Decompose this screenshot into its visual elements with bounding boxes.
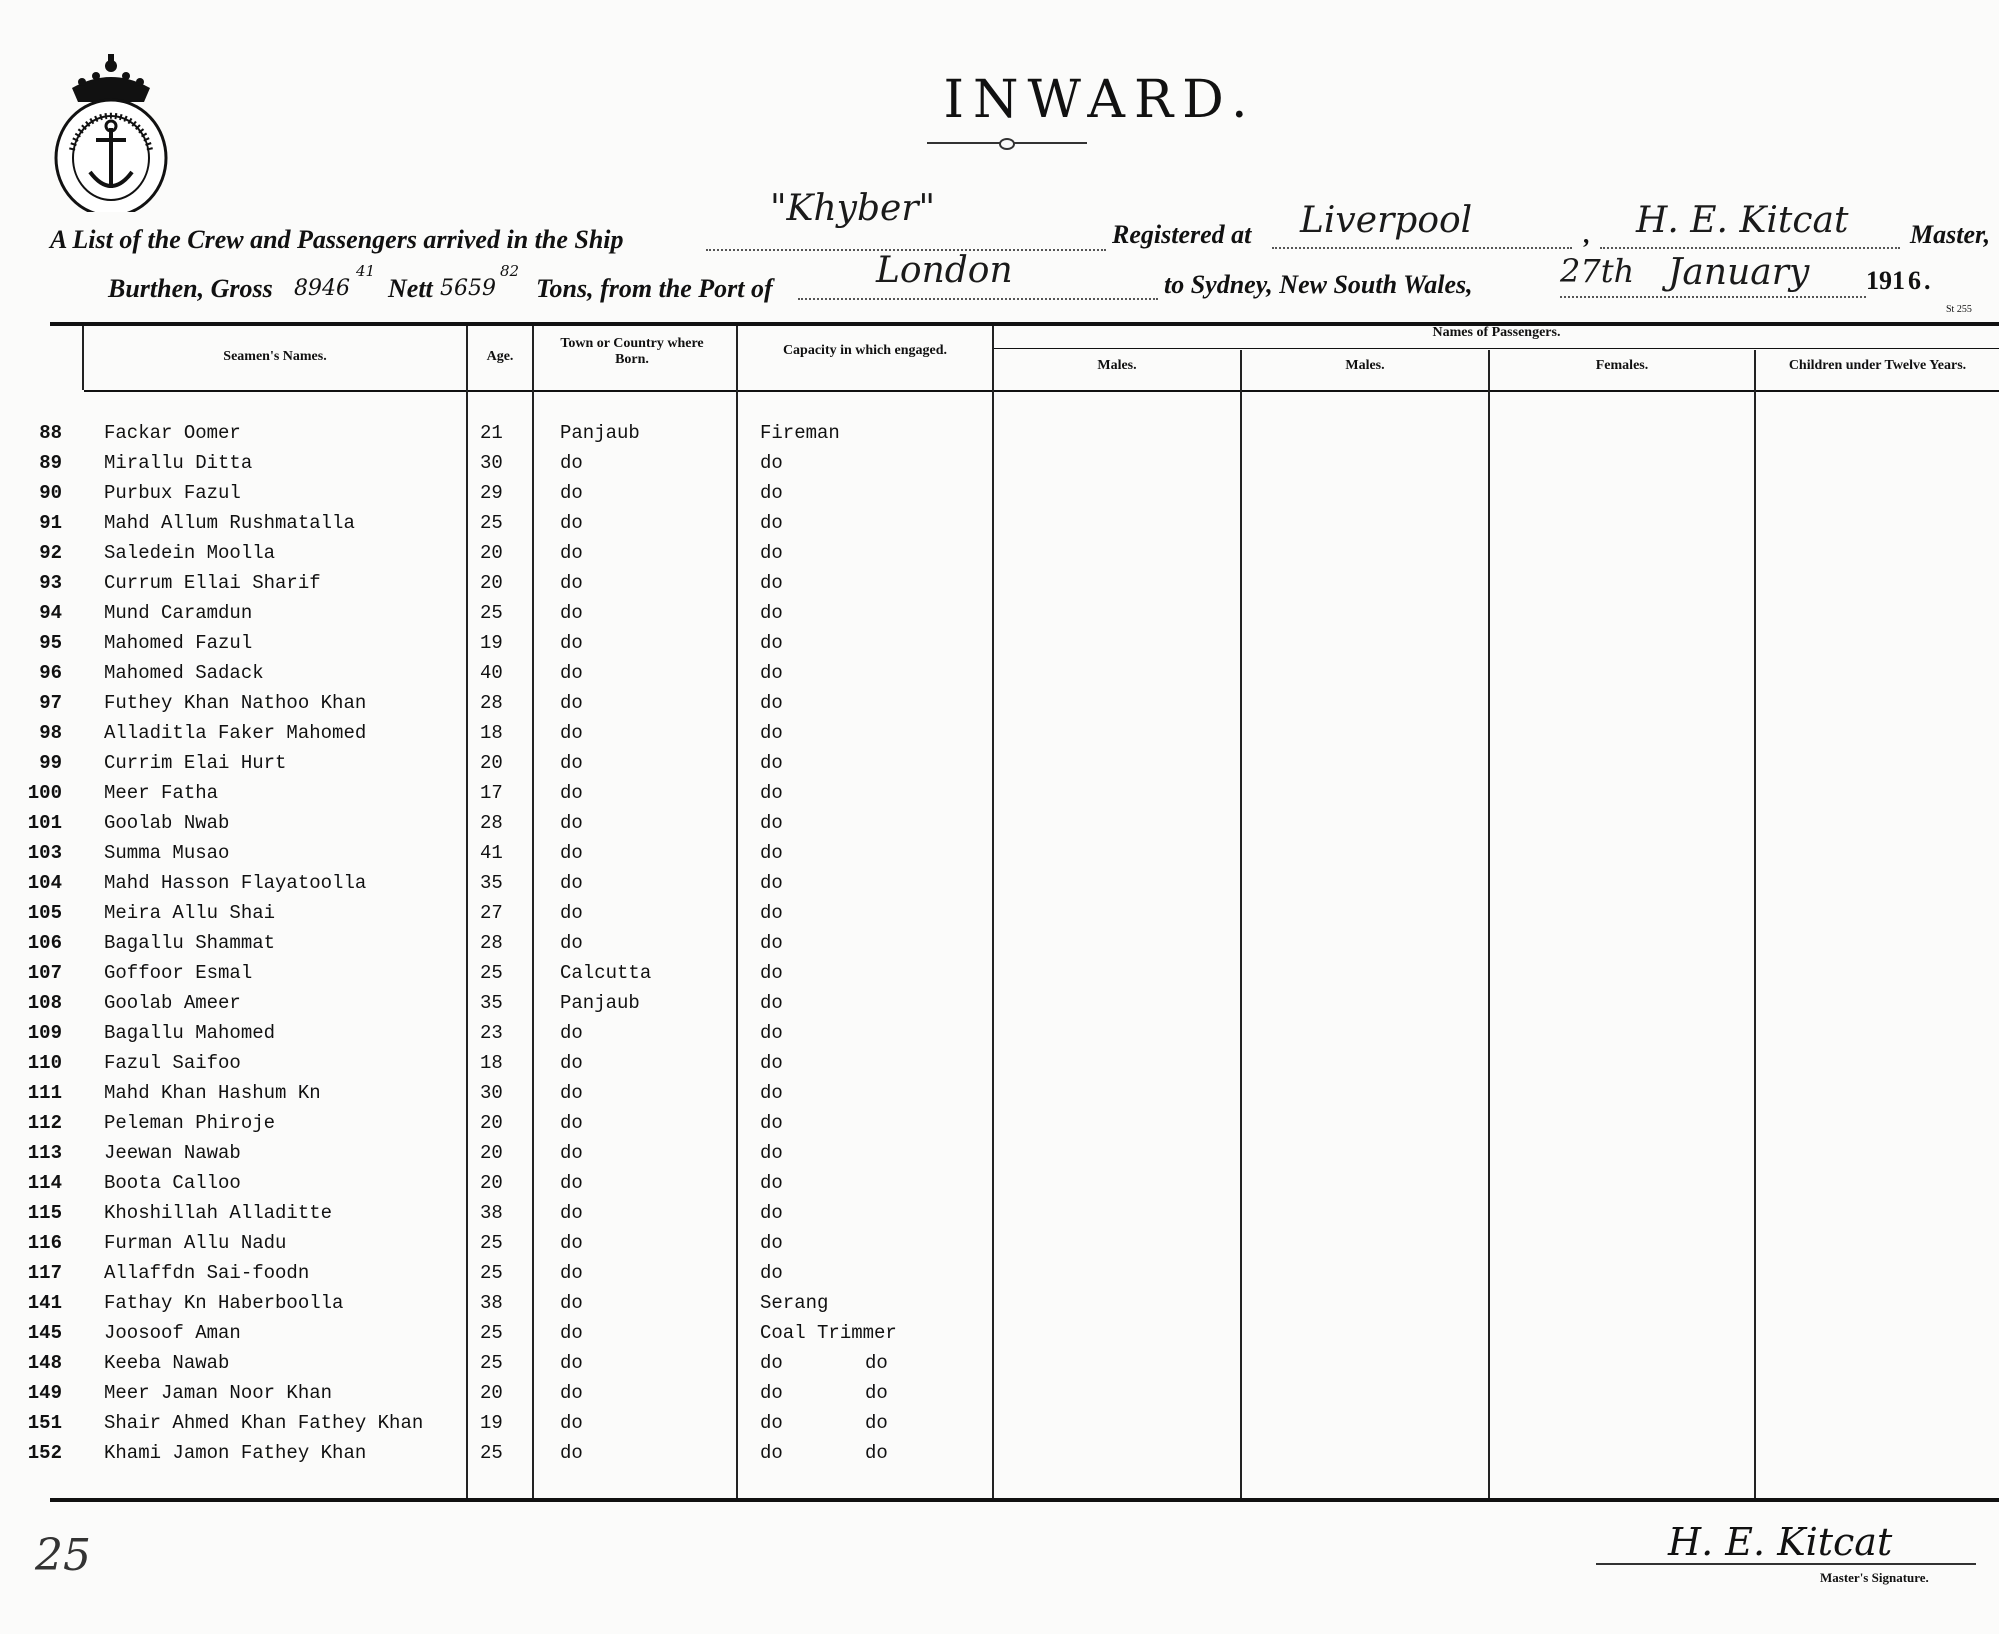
seaman-capacity: do — [760, 1172, 783, 1194]
column-header-passengers: Names of Passengers. — [1432, 325, 1561, 340]
seaman-age: 20 — [480, 572, 503, 594]
seaman-name: Shair Ahmed Khan Fathey Khan — [104, 1412, 424, 1434]
seaman-age: 18 — [480, 722, 503, 744]
seaman-age: 41 — [480, 842, 503, 864]
seaman-capacity: do — [760, 872, 783, 894]
seaman-name: Currum Ellai Sharif — [104, 572, 321, 594]
seaman-birthplace: Panjaub — [560, 992, 640, 1014]
date-dotline — [1560, 296, 1866, 298]
seaman-name: Futhey Khan Nathoo Khan — [104, 692, 367, 714]
crew-number: 148 — [27, 1352, 62, 1374]
table-row — [0, 1022, 1000, 1050]
form-number: St 255 — [1946, 304, 1972, 315]
table-row — [0, 512, 1000, 540]
seaman-birthplace: do — [560, 632, 583, 654]
column-header-males-2: Males. — [1345, 358, 1385, 373]
seaman-age: 27 — [480, 902, 503, 924]
seaman-capacity: do — [760, 1442, 783, 1464]
table-row — [0, 632, 1000, 660]
seaman-age: 25 — [480, 1232, 503, 1254]
table-row — [0, 602, 1000, 630]
burthen-label: Burthen, Gross — [108, 274, 273, 303]
seaman-name: Joosoof Aman — [104, 1322, 241, 1344]
seaman-age: 28 — [480, 812, 503, 834]
crew-number: 112 — [27, 1112, 62, 1134]
title-ornament — [999, 138, 1015, 150]
crew-number: 116 — [27, 1232, 62, 1254]
seaman-name: Keeba Nawab — [104, 1352, 230, 1374]
table-row — [0, 482, 1000, 510]
shipping-masters-department-seal — [52, 30, 170, 212]
seaman-age: 17 — [480, 782, 503, 804]
table-row — [0, 1442, 1000, 1470]
crew-number: 94 — [39, 602, 62, 624]
seaman-name: Meer Jaman Noor Khan — [104, 1382, 333, 1404]
seaman-name: Mahd Hasson Flayatoolla — [104, 872, 367, 894]
gross-tons: 8946 — [294, 276, 350, 301]
master-signature: H. E. Kitcat — [1668, 1520, 1893, 1564]
seaman-age: 20 — [480, 1172, 503, 1194]
seaman-capacity: do — [760, 842, 783, 864]
seaman-age: 30 — [480, 452, 503, 474]
seaman-birthplace: do — [560, 872, 583, 894]
column-rule-males1-males2 — [1240, 350, 1242, 1498]
seaman-birthplace: do — [560, 512, 583, 534]
seaman-age: 28 — [480, 932, 503, 954]
seaman-birthplace: do — [560, 482, 583, 504]
seaman-birthplace: do — [560, 572, 583, 594]
seaman-capacity: do — [760, 1382, 783, 1404]
table-row — [0, 902, 1000, 930]
column-header-capacity: Capacity in which engaged. — [782, 343, 948, 358]
from-port-dotline — [798, 298, 1158, 300]
table-row — [0, 962, 1000, 990]
seaman-capacity: do — [760, 692, 783, 714]
signature-rule — [1596, 1563, 1976, 1565]
seaman-birthplace: do — [560, 782, 583, 804]
seaman-name: Meira Allu Shai — [104, 902, 276, 924]
column-header-seamen: Seamen's Names. — [223, 349, 327, 364]
seaman-capacity-ditto: do — [865, 1412, 888, 1434]
nett-label: Nett — [388, 274, 433, 303]
table-row — [0, 1202, 1000, 1230]
seaman-name: Khami Jamon Fathey Khan — [104, 1442, 367, 1464]
arrival-month: January — [1668, 252, 1810, 293]
table-row — [0, 1142, 1000, 1170]
seaman-capacity: do — [760, 662, 783, 684]
seaman-name: Fazul Saifoo — [104, 1052, 241, 1074]
header-comma: , — [1584, 220, 1591, 249]
seaman-capacity: do — [760, 1262, 783, 1284]
seaman-name: Currim Elai Hurt — [104, 752, 287, 774]
crew-number: 96 — [39, 662, 62, 684]
seaman-birthplace: do — [560, 812, 583, 834]
seaman-birthplace: do — [560, 932, 583, 954]
seaman-age: 25 — [480, 1442, 503, 1464]
seaman-birthplace: Calcutta — [560, 962, 652, 984]
seaman-name: Fackar Oomer — [104, 422, 241, 444]
seaman-capacity: Fireman — [760, 422, 840, 444]
seaman-name: Boota Calloo — [104, 1172, 241, 1194]
seaman-birthplace: do — [560, 1412, 583, 1434]
seaman-age: 35 — [480, 872, 503, 894]
registered-label: Registered at — [1112, 220, 1252, 249]
seaman-capacity: do — [760, 1412, 783, 1434]
table-row — [0, 1082, 1000, 1110]
seaman-capacity: do — [760, 1352, 783, 1374]
seaman-birthplace: do — [560, 662, 583, 684]
seaman-birthplace: do — [560, 1442, 583, 1464]
crew-number: 145 — [27, 1322, 62, 1344]
crew-number: 149 — [27, 1382, 62, 1404]
table-row — [0, 752, 1000, 780]
seaman-birthplace: do — [560, 1202, 583, 1224]
column-header-town: Town or Country where Born. — [560, 336, 704, 367]
crew-number: 89 — [39, 452, 62, 474]
seaman-name: Alladitla Faker Mahomed — [104, 722, 367, 744]
tons-from-port-label: Tons, from the Port of — [536, 274, 773, 303]
seaman-age: 25 — [480, 1352, 503, 1374]
crew-number: 99 — [39, 752, 62, 774]
seaman-age: 30 — [480, 1082, 503, 1104]
seaman-name: Mahd Khan Hashum Kn — [104, 1082, 321, 1104]
nett-tons: 5659 — [440, 276, 496, 301]
table-row — [0, 662, 1000, 690]
seaman-capacity: do — [760, 632, 783, 654]
seaman-name: Summa Musao — [104, 842, 230, 864]
seaman-capacity: Coal Trimmer — [760, 1322, 897, 1344]
seaman-capacity-ditto: do — [865, 1382, 888, 1404]
year-printed: 191 — [1866, 266, 1905, 295]
seaman-capacity: do — [760, 752, 783, 774]
crew-number: 151 — [27, 1412, 62, 1434]
table-row — [0, 782, 1000, 810]
seaman-name: Mund Caramdun — [104, 602, 253, 624]
seaman-name: Mahomed Fazul — [104, 632, 253, 654]
seaman-age: 40 — [480, 662, 503, 684]
seaman-birthplace: do — [560, 602, 583, 624]
column-header-age: Age. — [486, 349, 514, 364]
seaman-age: 23 — [480, 1022, 503, 1044]
table-row — [0, 1382, 1000, 1410]
seaman-capacity: do — [760, 722, 783, 744]
seaman-age: 20 — [480, 542, 503, 564]
seaman-birthplace: do — [560, 842, 583, 864]
table-row — [0, 1352, 1000, 1380]
ship-name: "Khyber" — [770, 188, 936, 229]
crew-number: 98 — [39, 722, 62, 744]
crew-number: 152 — [27, 1442, 62, 1464]
crew-number: 115 — [27, 1202, 62, 1224]
seaman-name: Furman Allu Nadu — [104, 1232, 287, 1254]
seaman-birthplace: do — [560, 752, 583, 774]
seaman-birthplace: do — [560, 1352, 583, 1374]
seaman-birthplace: do — [560, 1292, 583, 1314]
table-row — [0, 812, 1000, 840]
seaman-age: 25 — [480, 512, 503, 534]
from-port: London — [876, 250, 1013, 291]
table-row — [0, 1232, 1000, 1260]
page-title: INWARD. — [943, 70, 1257, 130]
seaman-capacity: do — [760, 992, 783, 1014]
table-row — [0, 932, 1000, 960]
table-row — [0, 1412, 1000, 1440]
crew-number: 111 — [27, 1082, 62, 1104]
seaman-capacity: do — [760, 1082, 783, 1104]
crew-number: 91 — [39, 512, 62, 534]
master-name: H. E. Kitcat — [1636, 200, 1849, 241]
table-row — [0, 1322, 1000, 1350]
seaman-birthplace: do — [560, 1232, 583, 1254]
seaman-name: Goolab Ameer — [104, 992, 241, 1014]
seaman-birthplace: do — [560, 1112, 583, 1134]
to-sydney-label: to Sydney, New South Wales, — [1164, 270, 1473, 299]
table-row — [0, 1112, 1000, 1140]
crew-number: 88 — [39, 422, 62, 444]
seaman-age: 20 — [480, 1112, 503, 1134]
seaman-birthplace: Panjaub — [560, 422, 640, 444]
seaman-name: Meer Fatha — [104, 782, 219, 804]
seaman-capacity-ditto: do — [865, 1442, 888, 1464]
seaman-name: Bagallu Shammat — [104, 932, 276, 954]
seaman-name: Goffoor Esmal — [104, 962, 253, 984]
seaman-age: 18 — [480, 1052, 503, 1074]
seaman-capacity: do — [760, 482, 783, 504]
crew-number: 106 — [27, 932, 62, 954]
registered-dotline — [1272, 247, 1572, 249]
table-row — [0, 872, 1000, 900]
crew-number: 117 — [27, 1262, 62, 1284]
column-header-males-1: Males. — [1097, 358, 1137, 373]
signature-label: Master's Signature. — [1820, 1570, 1929, 1585]
seaman-birthplace: do — [560, 1142, 583, 1164]
crew-number: 90 — [39, 482, 62, 504]
table-row — [0, 542, 1000, 570]
seaman-birthplace: do — [560, 542, 583, 564]
seaman-capacity: do — [760, 1232, 783, 1254]
seaman-capacity: do — [760, 1142, 783, 1164]
seaman-birthplace: do — [560, 1082, 583, 1104]
seaman-birthplace: do — [560, 1382, 583, 1404]
seaman-birthplace: do — [560, 1322, 583, 1344]
crew-number: 101 — [27, 812, 62, 834]
master-label: Master, — [1910, 220, 1991, 249]
table-row — [0, 1292, 1000, 1320]
crew-number: 97 — [39, 692, 62, 714]
seaman-capacity: do — [760, 812, 783, 834]
seaman-capacity: do — [760, 572, 783, 594]
seaman-age: 20 — [480, 1142, 503, 1164]
crew-number: 105 — [27, 902, 62, 924]
seaman-age: 25 — [480, 962, 503, 984]
seaman-capacity: do — [760, 1052, 783, 1074]
seaman-age: 19 — [480, 632, 503, 654]
crew-number: 109 — [27, 1022, 62, 1044]
seaman-capacity: do — [760, 602, 783, 624]
column-header-children: Children under Twelve Years. — [1788, 358, 1967, 373]
seaman-capacity: do — [760, 962, 783, 984]
table-row — [0, 1262, 1000, 1290]
seaman-capacity: do — [760, 452, 783, 474]
seaman-capacity: do — [760, 512, 783, 534]
seaman-age: 20 — [480, 1382, 503, 1404]
crew-number: 103 — [27, 842, 62, 864]
seaman-age: 35 — [480, 992, 503, 1014]
seaman-birthplace: do — [560, 722, 583, 744]
seaman-birthplace: do — [560, 452, 583, 474]
margin-note: 25 — [35, 1530, 91, 1581]
seaman-birthplace: do — [560, 1022, 583, 1044]
seaman-age: 21 — [480, 422, 503, 444]
seaman-age: 38 — [480, 1202, 503, 1224]
seaman-name: Mahomed Sadack — [104, 662, 264, 684]
seaman-age: 20 — [480, 752, 503, 774]
seaman-name: Fathay Kn Haberboolla — [104, 1292, 344, 1314]
column-header-females: Females. — [1595, 358, 1649, 373]
table-row — [0, 1052, 1000, 1080]
seaman-name: Allaffdn Sai-foodn — [104, 1262, 310, 1284]
crew-number: 95 — [39, 632, 62, 654]
seaman-name: Peleman Phiroje — [104, 1112, 276, 1134]
crew-number: 110 — [27, 1052, 62, 1074]
column-rule-females-children — [1754, 350, 1756, 1498]
seaman-capacity: do — [760, 782, 783, 804]
crew-number: 100 — [27, 782, 62, 804]
table-row — [0, 692, 1000, 720]
seaman-capacity: do — [760, 902, 783, 924]
seaman-name: Bagallu Mahomed — [104, 1022, 276, 1044]
table-row — [0, 842, 1000, 870]
crew-number: 104 — [27, 872, 62, 894]
nett-tons-superscript: 82 — [500, 262, 520, 280]
seaman-capacity: do — [760, 1202, 783, 1224]
seaman-capacity: Serang — [760, 1292, 829, 1314]
seaman-age: 25 — [480, 1322, 503, 1344]
registered-port: Liverpool — [1300, 200, 1473, 241]
seaman-birthplace: do — [560, 1172, 583, 1194]
header-line1-prefix: A List of the Crew and Passengers arrived in the Ship — [50, 225, 624, 254]
crew-number: 93 — [39, 572, 62, 594]
seaman-age: 29 — [480, 482, 503, 504]
seaman-name: Saledein Moolla — [104, 542, 276, 564]
seaman-name: Mirallu Ditta — [104, 452, 253, 474]
seaman-age: 38 — [480, 1292, 503, 1314]
seaman-capacity: do — [760, 1022, 783, 1044]
seaman-age: 25 — [480, 1262, 503, 1284]
column-rule-males2-females — [1488, 350, 1490, 1498]
crew-number: 113 — [27, 1142, 62, 1164]
table-bottom-rule — [50, 1498, 1999, 1502]
table-row — [0, 1172, 1000, 1200]
year-digit: 6 — [1908, 266, 1921, 295]
seaman-age: 28 — [480, 692, 503, 714]
seaman-capacity: do — [760, 932, 783, 954]
seaman-age: 25 — [480, 602, 503, 624]
seaman-birthplace: do — [560, 1052, 583, 1074]
seaman-birthplace: do — [560, 692, 583, 714]
table-header-rule — [84, 390, 1999, 392]
table-row — [0, 452, 1000, 480]
year-dot: . — [1924, 266, 1931, 295]
crew-number: 108 — [27, 992, 62, 1014]
seaman-name: Purbux Fazul — [104, 482, 241, 504]
crew-number: 114 — [27, 1172, 62, 1194]
table-row — [0, 722, 1000, 750]
seaman-age: 19 — [480, 1412, 503, 1434]
crew-number: 141 — [27, 1292, 62, 1314]
crew-number: 92 — [39, 542, 62, 564]
seaman-capacity: do — [760, 1112, 783, 1134]
seaman-capacity-ditto: do — [865, 1352, 888, 1374]
table-row — [0, 422, 1000, 450]
master-dotline — [1600, 247, 1900, 249]
table-row — [0, 572, 1000, 600]
crew-number: 107 — [27, 962, 62, 984]
seaman-birthplace: do — [560, 1262, 583, 1284]
seaman-name: Mahd Allum Rushmatalla — [104, 512, 355, 534]
seaman-name: Khoshillah Alladitte — [104, 1202, 333, 1224]
seaman-capacity: do — [760, 542, 783, 564]
gross-tons-superscript: 41 — [356, 262, 376, 280]
passengers-subheader-rule — [994, 348, 1999, 349]
seaman-name: Jeewan Nawab — [104, 1142, 241, 1164]
table-row — [0, 992, 1000, 1020]
seaman-birthplace: do — [560, 902, 583, 924]
arrival-day: 27th — [1560, 252, 1635, 290]
seaman-name: Goolab Nwab — [104, 812, 230, 834]
